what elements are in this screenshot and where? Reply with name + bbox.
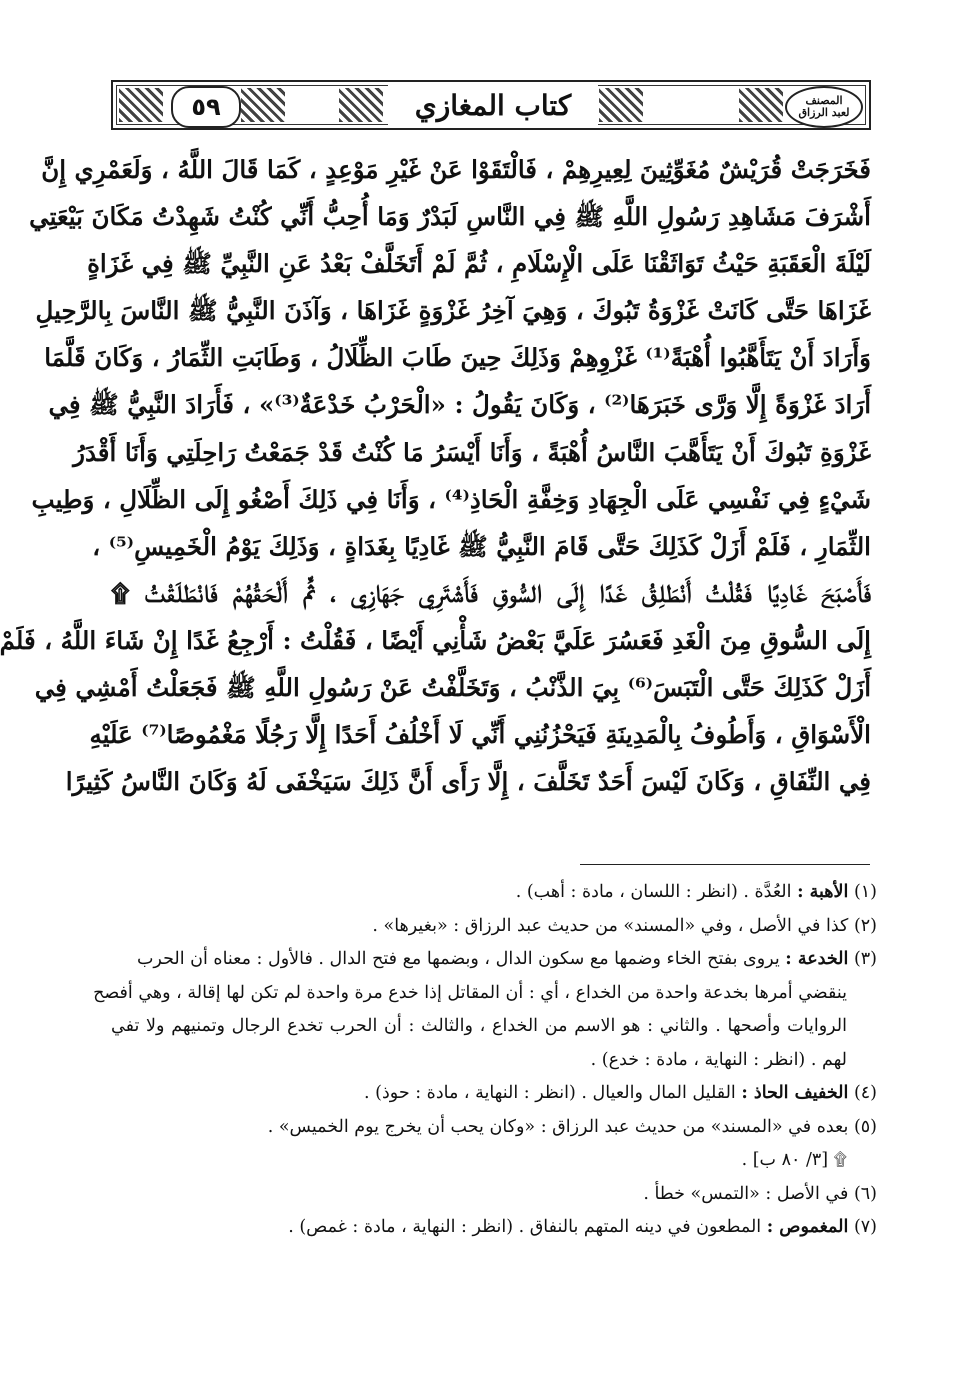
footnotes: [93, 876, 877, 1245]
footnote-4: [111, 1077, 877, 1111]
text-line: أَزَلْ كَذَلِكَ حَتَّى الْتَبَسَ⁽⁶⁾ بِيَ الذَّنْبُ ، وَتَخَلَّفْتُ عَنْ رَسُولِ اللَّهِ ﷺ فَجَعَلْتُ أَمْشِي فِي: [34, 673, 871, 703]
footnote-number: (٤): [853, 1083, 877, 1103]
footnote-text: القليل المال والعيال . (انظر : النهاية ، مادة : حوذ) .: [364, 1083, 736, 1103]
ornament-center-left: [339, 88, 383, 122]
seal-line-1: المصنف: [805, 93, 843, 107]
text-line: غَزَاهَا حَتَّى كَانَتْ غَزْوَةُ تَبُوكَ ، وَهِيَ آخِرُ غَزْوَةٍ غَزَاهَا ، وَآذَنَ النَّبِيُّ ﷺ النَّاسَ بِالرَّحِيلِ: [35, 296, 871, 326]
footnote-term: المغموص :: [766, 1217, 849, 1237]
footnote-number: (١): [853, 882, 877, 902]
footnote-text: في الأصل : «التمس» خطأ .: [643, 1183, 849, 1204]
seal-line-2: لعبد الرزاق: [798, 106, 850, 119]
book-title: كتاب المغازي: [388, 84, 598, 126]
page-header: [111, 80, 871, 130]
footnote-text: بعده في «المسند» من حديث عبد الرزاق : «وكان يحب أن يخرج يوم الخميس» .: [267, 1116, 849, 1137]
footnote-text: العُدَّة . (انظر : اللسان ، مادة : أهب) .: [515, 882, 792, 902]
footnote-3-continuation: الروايات وأصحها . والثاني : هو الاسم من الخداع ، والثالث : أن الحرب تخدع الرجال وتمنيهم ولا تفي: [111, 1016, 847, 1036]
ornament-left: [119, 88, 163, 122]
footnote-term: الخدعة :: [785, 949, 849, 969]
footnote-number: (٧): [853, 1217, 877, 1237]
ornament-center-right: [599, 88, 643, 122]
footnote-number: (٥): [853, 1116, 877, 1137]
text-line: لَيْلَةَ الْعَقَبَةِ حَيْثُ تَوَاثَقْنَا عَلَى الْإِسْلَامِ ، ثُمَّ لَمْ أَتَخَلَّفْ بَعْدُ عَنِ النَّبِيِّ ﷺ فِي غَزَاةٍ: [87, 249, 871, 279]
footnote-5-marker: ۩ [٣/ ٨٠ ب] .: [741, 1150, 847, 1170]
footnote-2: [111, 910, 877, 944]
footnote-6: [111, 1178, 877, 1212]
footnote-3-continuation: لهم . (انظر : النهاية ، مادة : خدع) .: [590, 1049, 847, 1070]
footnote-number: (٢): [853, 915, 877, 936]
footnote-3: [111, 943, 877, 977]
text-line: إِلَى السُّوقِ مِنَ الْغَدِ فَعَسُرَ عَلَيَّ بَعْضُ شَأْنِي أَيْضًا ، فَقُلْتُ : أَرْجِعُ غَدًا إِنْ شَاءَ اللَّهُ ، فَلَمْ: [0, 625, 871, 655]
footnote-3-continuation: ينقضي أمرها بخدعة واحدة من الخداع ، أي : أن المقاتل إذا خدع مرة واحدة لم تكن لها إقالة ، وهي أفصح: [93, 982, 847, 1003]
footnote-separator: [580, 864, 870, 865]
text-line: فَخَرَجَتْ قُرَيْشٌ مُغَوِّثِينَ لِعِيرِهِمْ ، فَالْتَقَوْا عَنْ غَيْرِ مَوْعِدٍ ، كَمَا قَالَ اللَّهُ ، وَلَعَمْرِي إِنَّ: [41, 155, 871, 184]
text-line: فِي النِّفَاقِ ، وَكَانَ لَيْسَ أَحَدٌ تَخَلَّفَ ، إِلَّا رَأَى أَنَّ ذَلِكَ سَيَخْفَى لَهُ وَكَانَ النَّاسُ كَثِيرًا: [65, 767, 871, 797]
main-text: [0, 146, 872, 805]
footnote-term: الخفيف الحاذ :: [741, 1083, 849, 1103]
footnote-text: المطعون في دينه المتهم بالنفاق . (انظر : النهاية ، مادة : غمص) .: [288, 1217, 762, 1237]
text-line: أَرَادَ غَزْوَةً إِلَّا وَرَّى خَبَرَهَا⁽²⁾ ، وَكَانَ يَقُولُ : «الْحَرْبُ خَدْعَةٌ⁽³⁾» ، فَأَرَادَ النَّبِيُّ ﷺ فِي: [48, 390, 871, 420]
text-line: الْأَسْوَاقِ ، وَأَطُوفُ بِالْمَدِينَةِ فَيَحْزُنُنِي أَنِّي لَا أَخْلُفُ أَحَدًا إِلَّا رَجُلًا مَغْمُوصًا⁽⁷⁾ عَلَيْهِ: [89, 720, 871, 750]
ornament-left-inner: [241, 88, 285, 122]
ornament-right-inner: [739, 88, 783, 122]
text-line: فَأَصْبَحَ غَادِيًا فَقُلْتُ أَنْطَلِقُ غَدًا إِلَى السُّوقِ فَأَشْتَرِي جَهَازِي ، ثُمَّ أَلْحَقُهُمْ فَانْطَلَقْتُ ۩: [111, 578, 872, 608]
text-line: شَيْءٍ فِي نَفْسِي عَلَى الْجِهَادِ وَخِفَّةِ الْحَاذِ⁽⁴⁾ ، وَأَنَا فِي ذَلِكَ أَصْغُو إِلَى الظِّلَالِ ، وَطِيبِ: [31, 484, 871, 514]
footnote-5: [111, 1111, 877, 1145]
footnote-text: يروى بفتح الخاء وضمها مع سكون الدال ، وبضمها مع فتح الدال . فالأول : معناه أن الحرب: [136, 949, 780, 969]
footnote-number: (٣): [853, 949, 877, 969]
text-line: الثِّمَارِ ، فَلَمْ أَزَلْ كَذَلِكَ حَتَّى قَامَ النَّبِيُّ ﷺ غَادِيًا بِغَدَاةٍ ، وَذَلِكَ يَوْمُ الْخَمِيسِ⁽⁵⁾ ،: [92, 531, 871, 561]
text-line: أَشْرَفَ مَشَاهِدِ رَسُولِ اللَّهِ ﷺ فِي النَّاسِ لَبَدْرٌ وَمَا أُحِبُّ أَنِّي كُنْتُ شَهِدْتُ مَكَانَ بَيْعَتِي: [29, 202, 871, 232]
text-line: وَأَرَادَ أَنْ يَتَأَهَّبُوا أُهْبَةً⁽¹⁾ غَزْوِهِمْ وَذَلِكَ حِينَ طَابَ الظِّلَالُ ، وَطَابَتِ الثِّمَارُ ، وَكَانَ قَلَّمَا: [44, 343, 871, 373]
footnote-1: [111, 876, 877, 910]
page-number: ٥٩: [171, 86, 241, 128]
text-line: غَزْوَةِ تَبُوكَ أَنْ يَتَأَهَّبَ النَّاسُ أُهْبَةً ، وَأَنَا أَيْسَرُ مَا كُنْتُ قَدْ جَمَعْتُ رَاحِلَتِي وَأَنَا أَقْدَرُ: [73, 437, 871, 467]
book-seal: [785, 86, 863, 128]
footnote-7: [111, 1211, 877, 1245]
footnote-term: الأهبة :: [797, 882, 849, 902]
footnote-number: (٦): [853, 1183, 877, 1204]
footnote-text: كذا في الأصل ، وفي «المسند» من حديث عبد الرزاق : «بغيرها» .: [372, 915, 849, 936]
